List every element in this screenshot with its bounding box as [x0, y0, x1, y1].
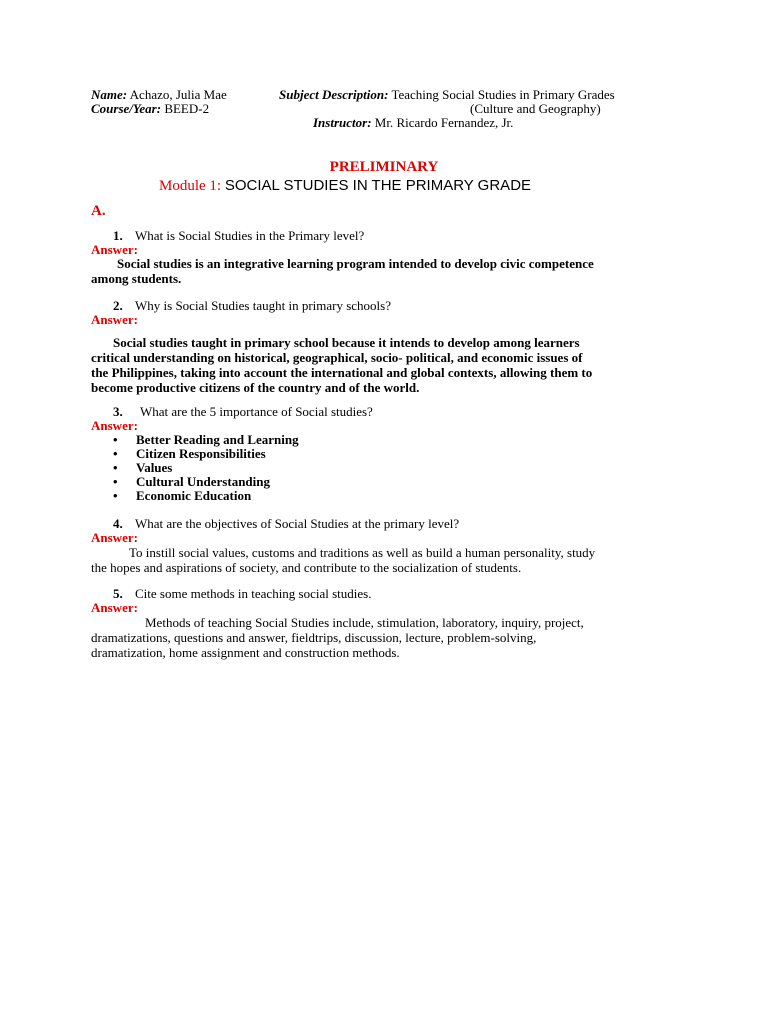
module-colon: :: [216, 178, 222, 194]
answer-5: [91, 615, 584, 660]
name-label: Name:: [91, 87, 128, 102]
answer-label: Answer:: [91, 312, 138, 327]
answer-label: Answer:: [91, 530, 138, 545]
preliminary-heading: PRELIMINARY: [329, 159, 439, 175]
question-text: What are the objectives of Social Studies at the primary level?: [135, 516, 460, 531]
answer-line: To instill social values, customs and traditions as well as build a human personality, study: [129, 545, 596, 560]
name-value: Achazo, Julia Mae: [129, 87, 227, 102]
list-item: • Cultural Understanding: [113, 474, 270, 489]
module-title: SOCIAL STUDIES IN THE PRIMARY GRADE: [224, 177, 532, 194]
answer-line: among students.: [91, 271, 182, 286]
list-item: • Citizen Responsibilities: [113, 446, 266, 461]
answer-line: Methods of teaching Social Studies include, stimulation, laboratory, inquiry, project,: [145, 615, 584, 630]
answer-line: the hopes and aspirations of society, and contribute to the socialization of students.: [91, 560, 522, 575]
answer-label: Answer:: [91, 242, 138, 257]
question-4: [113, 517, 459, 531]
list-item: • Better Reading and Learning: [113, 432, 299, 447]
question-number: 4.: [113, 516, 123, 531]
instructor-label: Instructor:: [313, 115, 372, 130]
name-line: [91, 88, 227, 102]
instructor-line: [313, 116, 513, 130]
bullet-icon: •: [113, 460, 118, 475]
subject-label: Subject Description:: [279, 87, 389, 102]
question-number: 5.: [113, 586, 123, 601]
question-number: 1.: [113, 228, 123, 243]
question-2: [113, 299, 391, 313]
answer-2: [91, 335, 592, 395]
answer-line: the Philippines, taking into account the international and global contexts, allowing them to: [91, 365, 593, 380]
course-value: BEED-2: [164, 101, 210, 116]
question-text: Why is Social Studies taught in primary schools?: [135, 298, 391, 313]
bullet-icon: •: [113, 474, 118, 489]
bullet-icon: •: [113, 446, 118, 461]
question-text: What are the 5 importance of Social studies?: [140, 404, 373, 419]
instructor-value: Mr. Ricardo Fernandez, Jr.: [374, 115, 514, 130]
question-1: [113, 229, 364, 243]
course-line: [91, 102, 209, 116]
answer-line: become productive citizens of the country and of the world.: [91, 380, 420, 395]
question-text: What is Social Studies in the Primary level?: [135, 228, 365, 243]
question-number: 3.: [113, 404, 123, 419]
module-label: Module 1: [159, 178, 217, 194]
question-number: 2.: [113, 298, 123, 313]
section-label: A.: [91, 203, 106, 219]
list-item: • Values: [113, 460, 173, 475]
module-heading: [159, 177, 531, 195]
answer-line: dramatizations, questions and answer, fieldtrips, discussion, lecture, problem-solving,: [91, 630, 537, 645]
subject-line: [279, 88, 615, 102]
question-5: [113, 587, 372, 601]
question-text: Cite some methods in teaching social studies.: [135, 586, 372, 601]
subject-value: Teaching Social Studies in Primary Grades: [391, 87, 615, 102]
question-3: [113, 405, 373, 419]
answer-label: Answer:: [91, 418, 138, 433]
list-item: • Economic Education: [113, 488, 252, 503]
answer-4: [91, 545, 595, 575]
course-label: Course/Year:: [91, 101, 162, 116]
answer-label: Answer:: [91, 600, 138, 615]
answer-line: critical understanding on historical, geographical, socio- political, and economic issues of: [91, 350, 583, 365]
subject-value-2: (Culture and Geography): [470, 101, 601, 116]
bullet-icon: •: [113, 432, 118, 447]
bullet-icon: •: [113, 488, 118, 503]
answer-line: dramatization, home assignment and construction methods.: [91, 645, 400, 660]
answer-1: [91, 256, 594, 286]
answer-line: Social studies is an integrative learning program intended to develop civic competence: [117, 256, 594, 271]
answer-line: Social studies taught in primary school because it intends to develop among learners: [113, 335, 580, 350]
